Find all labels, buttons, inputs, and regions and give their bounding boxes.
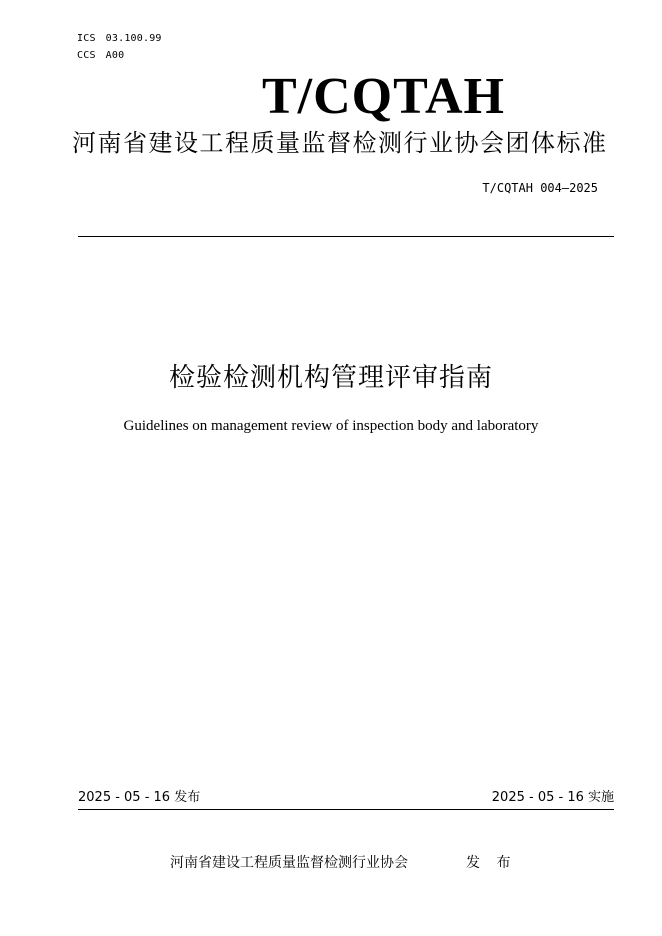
brand-logo-text: T/CQTAH [262, 68, 505, 125]
top-divider [78, 236, 614, 237]
document-title-chinese: 检验检测机构管理评审指南 [168, 363, 493, 393]
ccs-label: CCS [77, 50, 96, 61]
ics-classification [77, 33, 162, 45]
issue-date: 2025 - 05 - 16 发布 [78, 790, 201, 805]
association-standard-title: 河南省建设工程质量监督检测行业协会团体标准 [72, 129, 608, 157]
ccs-code: A00 [105, 50, 125, 61]
bottom-divider [78, 809, 614, 810]
ics-code: 03.100.99 [105, 33, 162, 44]
publisher-name: 河南省建设工程质量监督检测行业协会 [170, 855, 408, 871]
document-title-english: Guidelines on management review of inspection body and laboratory [123, 418, 539, 434]
publish-label: 发 布 [466, 855, 517, 871]
standard-number: T/CQTAH 004—2025 [482, 181, 598, 195]
implementation-date: 2025 - 05 - 16 实施 [491, 790, 614, 805]
ccs-classification [77, 50, 124, 62]
ics-label: ICS [77, 33, 96, 44]
